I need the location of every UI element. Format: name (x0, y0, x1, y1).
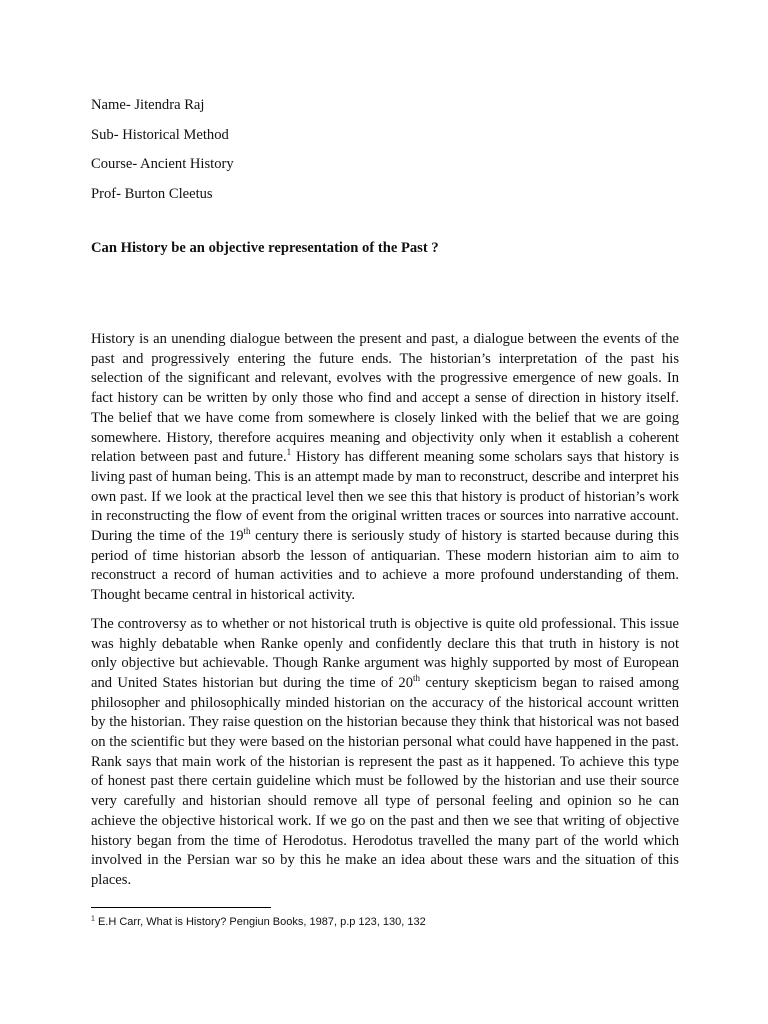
professor-line: Prof- Burton Cleetus (91, 185, 213, 202)
student-info (91, 91, 234, 209)
essay-title: Can History be an objective representation of the Past ? (91, 240, 439, 256)
paragraph-1-text-c: century there is seriously study of history is started because during this period of time historian absorb the lesson of antiquarian. These modern historian aim to aim to reconstruct a record of human activities and to achieve a more profound understanding of them. Thought became central in historical activity. (91, 528, 679, 604)
paragraph-2 (91, 615, 679, 891)
paragraph-1-text-b: History has different meaning some scholars says that history is living past of human being. This is an attempt made by man to reconstruct, describe and interpret his own past. If we look at the practical level then we see this that history is product of historian’s work in reconstructing the flow of event from the original written traces or sources into narrative account. During the time of the 19 (91, 449, 679, 545)
footnote (91, 916, 426, 928)
footnote-divider (91, 907, 271, 908)
essay-body (91, 330, 679, 891)
footnote-reference: 1 (286, 447, 292, 458)
footnote-text: E.H Carr, What is History? Pengiun Books, 1987, p.p 123, 130, 132 (94, 916, 426, 928)
student-name: Name- Jitendra Raj (91, 97, 205, 113)
ordinal-suffix: th (243, 526, 251, 537)
paragraph-1-text-a: History is an unending dialogue between the present and past, a dialogue between the events of the past and progressively entering the future ends. The historian’s interpretation of the past his selection of the significant and relevant, evolves with the progressive emergence of new goals. In fact history can be written by only those who find and accept a sense of direction in history itself. The belief that we have come from somewhere is closely linked with the belief that we are going somewhere. History, therefore acquires meaning and objectivity only when it establish a coherent relation between past and future. (91, 331, 679, 466)
course-line: Course- Ancient History (91, 156, 234, 172)
subject-line: Sub- Historical Method (91, 126, 229, 143)
paragraph-2-text-a: The controversy as to whether or not historical truth is objective is quite old professional. This issue was highly debatable when Ranke openly and confidently declare this that truth in history is not only objective but achievable. Though Ranke argument was highly supported by most of European and United States historian but during the time of 20 (91, 615, 679, 691)
paragraph-1 (91, 330, 679, 606)
ordinal-suffix: th (413, 673, 421, 684)
paragraph-2-text-b: century skepticism began to raised among philosopher and philosophically minded historian on the accuracy of the historical account written by the historian. They raise question on the historian because they think that historical was not based on the scientific but they were based on the historian personal what could have happened in the past. Rank says that main work of the historian is represent the past as it happened. To achieve this type of honest past there certain guideline which must be followed by the historian and use their source very carefully and historian should remove all type of personal feeling and opinion so he can achieve the objective historical work. If we go on the past and then we see that writing of objective history began from the time of Herodotus. Herodotus travelled the many part of the world which involved in the Persian war so by this he make an idea about these wars and the situation of this places. (91, 674, 679, 888)
footnote-marker: 1 (91, 915, 95, 923)
